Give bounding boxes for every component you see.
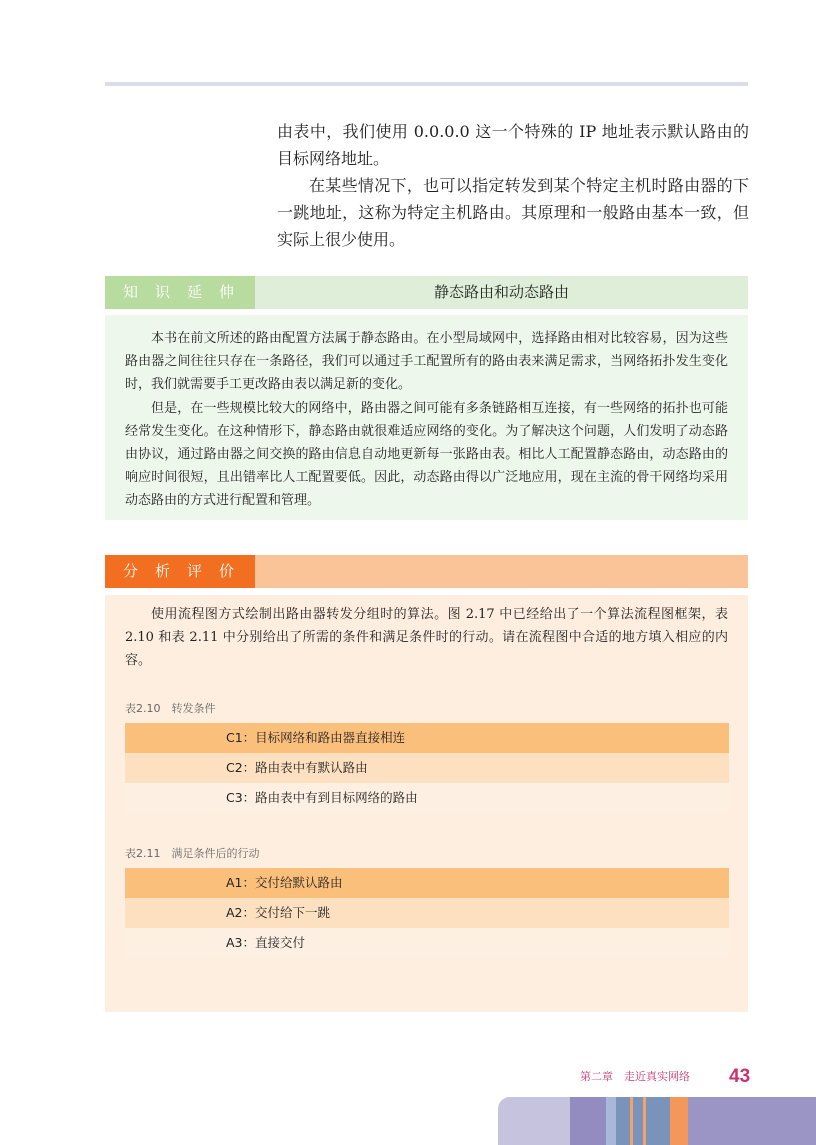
paragraph: 使用流程图方式绘制出路由器转发分组时的算法。图 2.17 中已经给出了一个算法流程图框架，表 2.10 和表 2.11 中分别给出了所需的条件和满足条件时的行动。请在流程图中合适的地方填入相应的内容。 <box>125 607 728 669</box>
table-row: C3：路由表中有到目标网络的路由 <box>125 783 729 813</box>
paragraph: 但是，在一些规模比较大的网络中，路由器之间可能有多条链路相互连接，有一些网络的拓扑也可能经常发生变化。在这种情形下，静态路由就很难适应网络的变化。为了解决这个问题，人们发明了动态路由协议，通过路由器之间交换的路由信息自动地更新每一张路由表。相比人工配置静态路由，动态路由的响应时间很短，且出错率比人工配置要低。因此，动态路由得以广泛地应用，现在主流的骨干网络均采用动态路由的方式进行配置和管理。 <box>125 400 728 509</box>
paragraph: 由表中，我们使用 0.0.0.0 这一个特殊的 IP 地址表示默认路由的目标网络地址。 <box>277 122 749 168</box>
knowledge-title: 静态路由和动态路由 <box>255 276 748 309</box>
analysis-box <box>105 595 748 1012</box>
table-row: A3：直接交付 <box>125 928 729 958</box>
actions-table <box>125 868 729 958</box>
page-number: 43 <box>729 1066 751 1087</box>
main-text <box>277 118 749 253</box>
paragraph: 在某些情况下，也可以指定转发到某个特定主机时路由器的下一跳地址，这称为特定主机路由。其原理和一般路由基本一致，但实际上很少使用。 <box>277 176 749 249</box>
analysis-header <box>105 555 748 588</box>
conditions-table <box>125 723 729 813</box>
analysis-title-bar <box>255 555 748 588</box>
knowledge-tab: 知识延伸 <box>105 276 255 309</box>
table-caption: 表2.10 转发条件 <box>125 702 216 715</box>
knowledge-box <box>105 315 748 520</box>
analysis-tab: 分析评价 <box>105 555 255 588</box>
table-row: C2：路由表中有默认路由 <box>125 753 729 783</box>
table-row: C1：目标网络和路由器直接相连 <box>125 723 729 753</box>
top-rule <box>105 82 748 86</box>
decorative-stripes <box>498 1097 816 1145</box>
paragraph: 本书在前文所述的路由配置方法属于静态路由。在小型局域网中，选择路由相对比较容易，因为这些路由器之间往往只存在一条路径，我们可以通过手工配置所有的路由表来满足需求，当网络拓扑发生变化时，我们就需要手工更改路由表以满足新的变化。 <box>125 331 728 393</box>
knowledge-header <box>105 276 748 309</box>
chapter-label: 第二章 走近真实网络 <box>580 1070 690 1083</box>
table-row: A1：交付给默认路由 <box>125 868 729 898</box>
table-caption: 表2.11 满足条件后的行动 <box>125 847 260 860</box>
table-row: A2：交付给下一跳 <box>125 898 729 928</box>
